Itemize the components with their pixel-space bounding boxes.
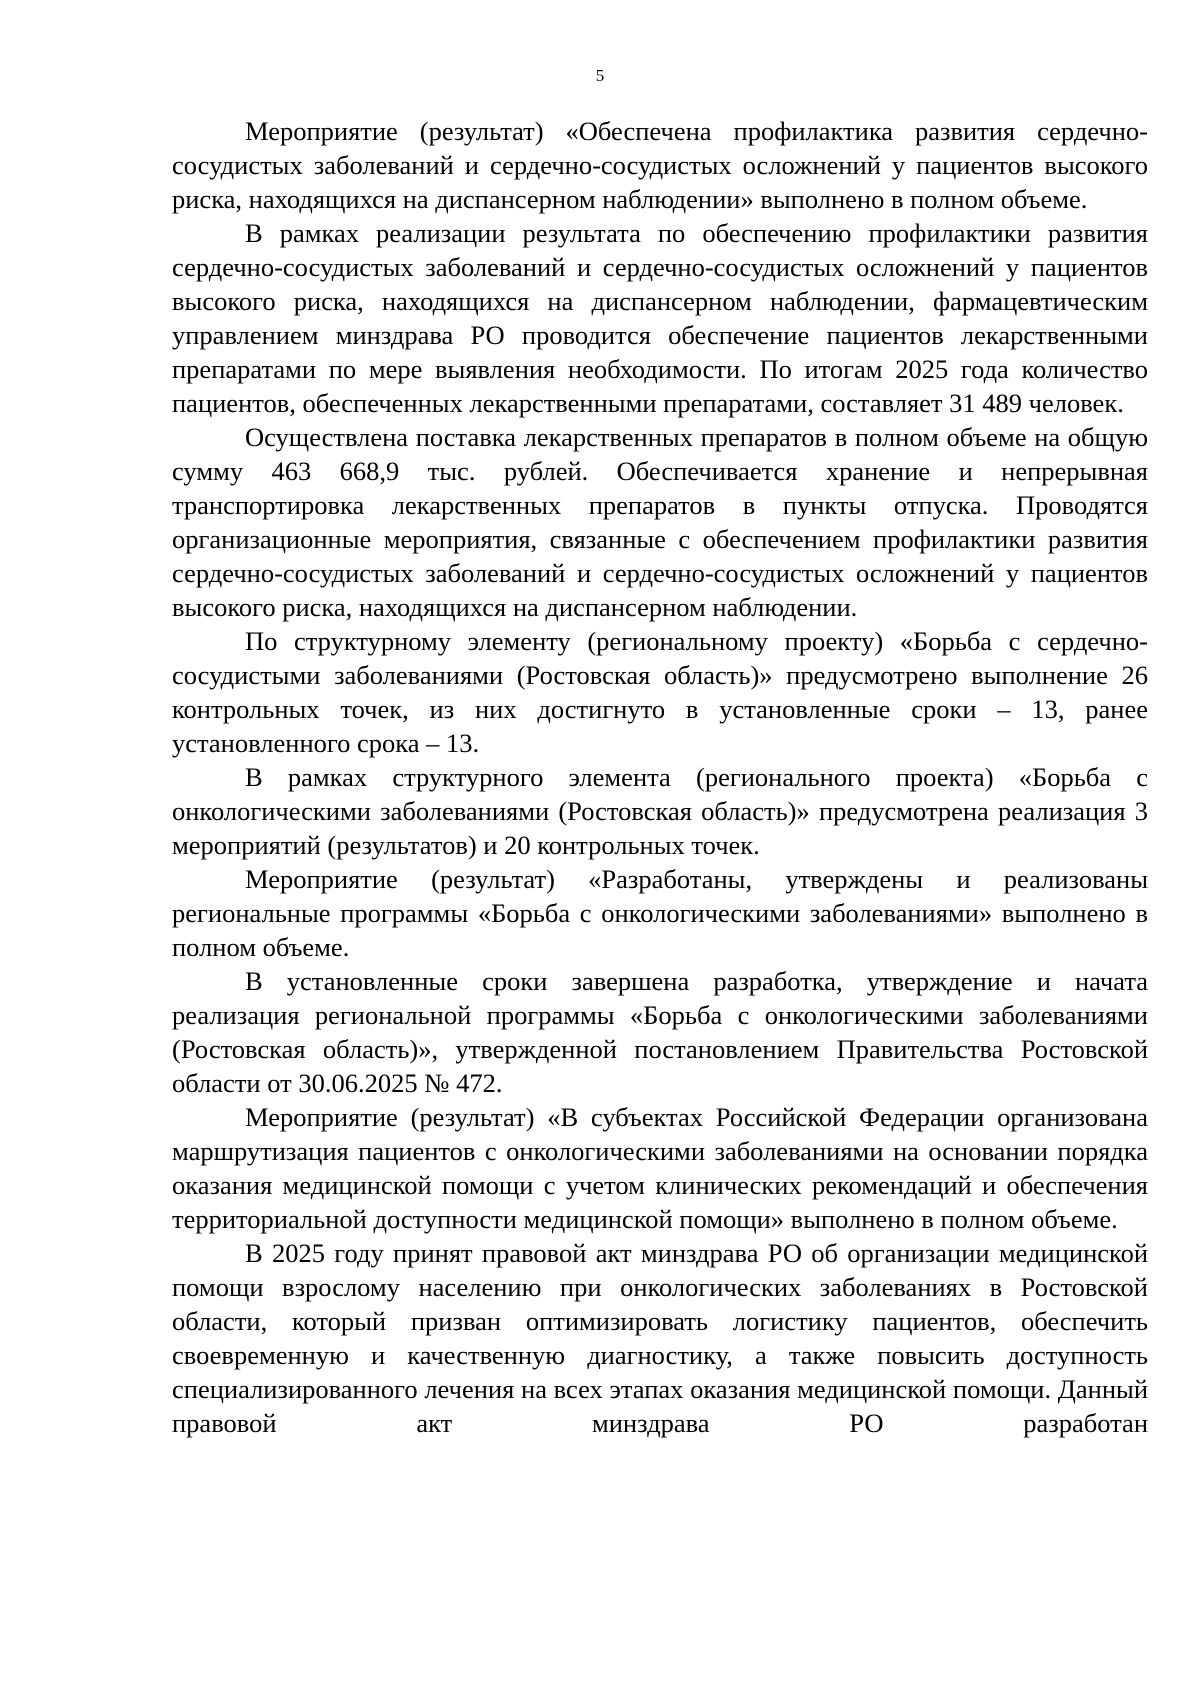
paragraph-oncology-legal-act: В 2025 году принят правовой акт минздрава РО об организации медицинской помощи взрослому населению при онкологических заболеваниях в Ростовской области, который призван оптимизировать логистику пациентов, обеспечить своевременную и качественную диагностику, а также повысить доступность специализированного лечения на всех этапах оказания медицинской помощи. Данный правовой акт минздрава РО разработан	[172, 1238, 1148, 1438]
paragraph-oncology-project: В рамках структурного элемента (регионального проекта) «Борьба с онкологическими заболеваниями (Ростовская область)» предусмотрена реализация 3 мероприятий (результатов) и 20 контрольных точек.	[172, 762, 1148, 860]
paragraph-oncology-program-adopted: В установленные сроки завершена разработка, утверждение и начата реализация региональной программы «Борьба с онкологическими заболеваниями (Ростовская область)», утвержденной постановлением Правительства Ростовской области от 30.06.2025 № 472.	[172, 966, 1148, 1098]
paragraph-cardio-checkpoints: По структурному элементу (региональному проекту) «Борьба с сердечно-сосудистыми заболеваниями (Ростовская область)» предусмотрено выполнение 26 контрольных точек, из них достигнуто в установленные сроки – 13, ранее установленного срока – 13.	[172, 626, 1148, 758]
paragraph-cardio-measure: Мероприятие (результат) «Обеспечена профилактика развития сердечно-сосудистых заболеваний и сердечно-сосудистых осложнений у пациентов высокого риска, находящихся на диспансерном наблюдении» выполнено в полном объеме.	[172, 116, 1148, 214]
page-number: 5	[595, 66, 605, 85]
paragraph-oncology-programs-measure: Мероприятие (результат) «Разработаны, утверждены и реализованы региональные программы «Борьба с онкологическими заболеваниями» выполнено в полном объеме.	[172, 864, 1148, 962]
paragraph-cardio-drug-provision: В рамках реализации результата по обеспечению профилактики развития сердечно-сосудистых заболеваний и сердечно-сосудистых осложнений у пациентов высокого риска, находящихся на диспансерном наблюдении, фармацевтическим управлением минздрава РО проводится обеспечение пациентов лекарственными препаратами по мере выявления необходимости. По итогам 2025 года количество пациентов, обеспеченных лекарственными препаратами, составляет 31 489 человек.	[172, 218, 1148, 418]
paragraph-oncology-routing-measure: Мероприятие (результат) «В субъектах Российской Федерации организована маршрутизация пациентов с онкологическими заболеваниями на основании порядка оказания медицинской помощи с учетом клинических рекомендаций и обеспечения территориальной доступности медицинской помощи» выполнено в полном объеме.	[172, 1102, 1148, 1234]
paragraph-cardio-drug-delivery: Осуществлена поставка лекарственных препаратов в полном объеме на общую сумму 463 668,9 тыс. рублей. Обеспечивается хранение и непрерывная транспортировка лекарственных препаратов в пункты отпуска. Проводятся организационные мероприятия, связанные с обеспечением профилактики развития сердечно-сосудистых заболеваний и сердечно-сосудистых осложнений у пациентов высокого риска, находящихся на диспансерном наблюдении.	[172, 422, 1148, 622]
document-body	[172, 114, 1148, 1440]
